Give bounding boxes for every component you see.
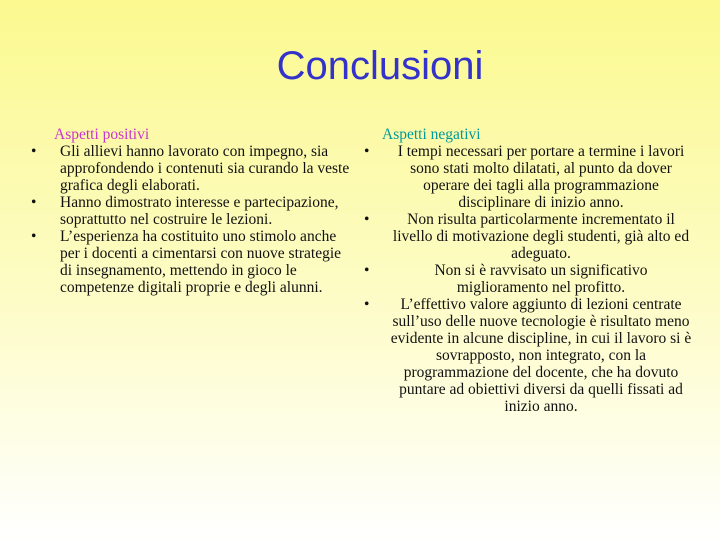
- bullet-icon: •: [364, 296, 370, 313]
- positive-aspects-list: [28, 143, 356, 296]
- bullet-icon: •: [364, 143, 370, 160]
- list-item-text: I tempi necessari per portare a termine i lavori sono stati molto dilatati, al punto da dover operare dei tagli alla programmazione disciplinare di inizio anno.: [397, 143, 685, 211]
- list-item-text: Gli allievi hanno lavorato con impegno, sia approfondendo i contenuti sia curando la veste grafica degli elaborati.: [60, 143, 350, 194]
- list-item: [362, 211, 692, 262]
- list-item-text: Hanno dimostrato interesse e partecipazione, soprattutto nel costruire le lezioni.: [60, 194, 339, 228]
- positive-aspects-column: [28, 126, 356, 296]
- bullet-icon: •: [31, 194, 37, 211]
- bullet-icon: •: [364, 211, 370, 228]
- slide-title: Conclusioni: [276, 44, 484, 88]
- bullet-icon: •: [31, 228, 37, 245]
- list-item-text: L’esperienza ha costituito uno stimolo anche per i docenti a cimentarsi con nuove strategie di insegnamento, mettendo in gioco le competenze digitali proprie e degli alunni.: [60, 228, 342, 296]
- list-item-text: L’effettivo valore aggiunto di lezioni centrate sull’uso delle nuove tecnologie è risultato meno evidente in alcune discipline, in cui il lavoro si è sovrapposto, non integrato, con la programmazione del docente, che ha dovuto puntare ad obiettivi diversi da quelli fissati ad inizio anno.: [390, 296, 692, 415]
- negative-aspects-column: [362, 126, 692, 415]
- list-item-text: Non risulta particolarmente incrementato il livello di motivazione degli studenti, già alto ed adeguato.: [392, 211, 690, 262]
- list-item: [28, 228, 356, 296]
- positive-aspects-heading: Aspetti positivi: [54, 126, 150, 143]
- list-item-text: Non si è ravvisato un significativo miglioramento nel profitto.: [434, 262, 648, 296]
- list-item: [362, 296, 692, 415]
- list-item: [362, 143, 692, 211]
- list-item: [362, 262, 692, 296]
- negative-aspects-heading: Aspetti negativi: [382, 126, 481, 143]
- bullet-icon: •: [31, 143, 37, 160]
- list-item: [28, 143, 356, 194]
- list-item: [28, 194, 356, 228]
- bullet-icon: •: [364, 262, 370, 279]
- negative-aspects-list: [362, 143, 692, 415]
